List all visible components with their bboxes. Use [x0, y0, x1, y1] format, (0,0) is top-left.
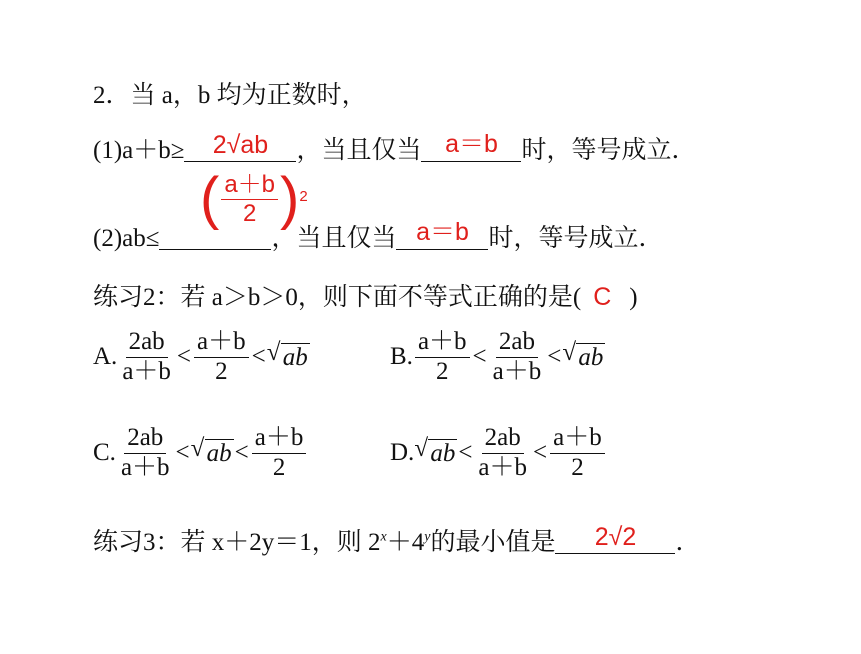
lt-sign: <: [175, 439, 190, 467]
frac-den: 2: [571, 453, 584, 481]
part2-answer-num: a＋b: [221, 171, 278, 200]
option-b[interactable]: [390, 328, 605, 387]
option-a-frac2: [194, 328, 249, 387]
frac-den: a＋b: [478, 453, 528, 481]
option-b-label: B.: [390, 343, 413, 371]
frac-num: a＋b: [194, 328, 249, 358]
exercise3-exp2: y: [424, 529, 431, 545]
part2-cond: a＝b: [416, 218, 469, 246]
q2-part1: [93, 130, 697, 166]
exercise3-question: [93, 522, 701, 558]
option-a-label: A.: [93, 343, 118, 371]
frac-num: 2ab: [482, 424, 524, 454]
q2-intro: [93, 75, 367, 111]
option-b-frac1: [415, 328, 470, 387]
option-d[interactable]: [390, 424, 607, 483]
part1-suffix: 时，等号成立．: [521, 137, 697, 164]
lt-sign: <: [472, 343, 487, 371]
sqrt-radicand: ab: [430, 439, 456, 467]
part2-suffix: 时，等号成立．: [488, 225, 664, 252]
exercise2-question: [93, 277, 638, 313]
q2-part2: [93, 218, 664, 254]
exercise3-suffix: 的最小值是: [430, 529, 556, 556]
frac-num: a＋b: [550, 424, 605, 454]
lt-sign: <: [176, 343, 192, 371]
option-c-label: C.: [93, 439, 116, 467]
option-c-frac1: [118, 424, 173, 483]
exercise3-mid: ＋4: [386, 529, 425, 556]
part1-cond-blank: [421, 131, 521, 162]
exercise3-answer-blank: [555, 523, 675, 554]
part2-answer-exp: 2: [299, 188, 308, 205]
option-d-frac1: [475, 424, 530, 483]
exercise2-close: ): [629, 284, 638, 311]
frac-den: 2: [215, 357, 228, 385]
sqrt-radicand: ab: [578, 343, 604, 371]
part1-answer-blank: [184, 131, 296, 162]
option-a[interactable]: [93, 328, 310, 387]
part2-mid: ，当且仅当: [271, 225, 397, 252]
exercise3-answer: 2√2: [594, 523, 637, 551]
exercise2-answer: C: [593, 283, 612, 311]
option-d-frac2: [550, 424, 605, 483]
frac-num: a＋b: [252, 424, 307, 454]
lt-sign: <: [458, 439, 473, 467]
frac-num: 2ab: [126, 328, 168, 358]
option-d-label: D.: [390, 439, 415, 467]
part2-prefix: (2)ab≤: [93, 225, 160, 252]
exercise3-exp1: x: [380, 529, 387, 545]
option-b-frac2: [490, 328, 545, 387]
frac-den: a＋b: [120, 453, 170, 481]
frac-den: 2: [272, 453, 286, 481]
part2-answer-den: 2: [243, 199, 257, 227]
exercise2-text: 练习2：若 a＞b＞0，则下面不等式正确的是(: [93, 284, 582, 311]
part1-answer: 2√ab: [212, 131, 269, 159]
frac-num: 2ab: [124, 424, 166, 454]
frac-num: a＋b: [415, 328, 470, 358]
sqrt-radicand: ab: [282, 343, 308, 371]
option-c[interactable]: [93, 424, 308, 483]
part2-cond-blank: [396, 219, 488, 250]
option-b-sqrt: √ ab: [562, 338, 604, 371]
frac-den: a＋b: [492, 357, 542, 385]
lt-sign: <: [547, 343, 562, 371]
option-c-sqrt: √ ab: [190, 434, 232, 467]
option-d-sqrt: √ ab: [414, 434, 456, 467]
part1-cond: a＝b: [445, 130, 498, 158]
frac-den: 2: [435, 357, 449, 385]
paren-right: ): [280, 166, 300, 231]
paren-left: (: [200, 166, 220, 231]
option-c-frac2: [252, 424, 307, 483]
option-a-sqrt: √ ab: [266, 338, 308, 371]
q2-intro-text: 2．当 a，b 均为正数时，: [93, 82, 367, 109]
sqrt-radicand: ab: [206, 439, 232, 467]
lt-sign: <: [251, 343, 266, 371]
exercise3-end: ．: [675, 529, 701, 556]
part1-mid: ，当且仅当: [296, 137, 422, 164]
frac-den: a＋b: [122, 357, 171, 385]
lt-sign: <: [533, 439, 548, 467]
exercise3-prefix: 练习3：若 x＋2y＝1，则 2: [93, 529, 381, 556]
frac-num: 2ab: [496, 328, 538, 358]
option-a-frac1: [119, 328, 174, 387]
lt-sign: <: [234, 439, 249, 467]
part1-prefix: (1)a＋b≥: [93, 137, 185, 164]
part2-answer-blank: [159, 219, 271, 250]
